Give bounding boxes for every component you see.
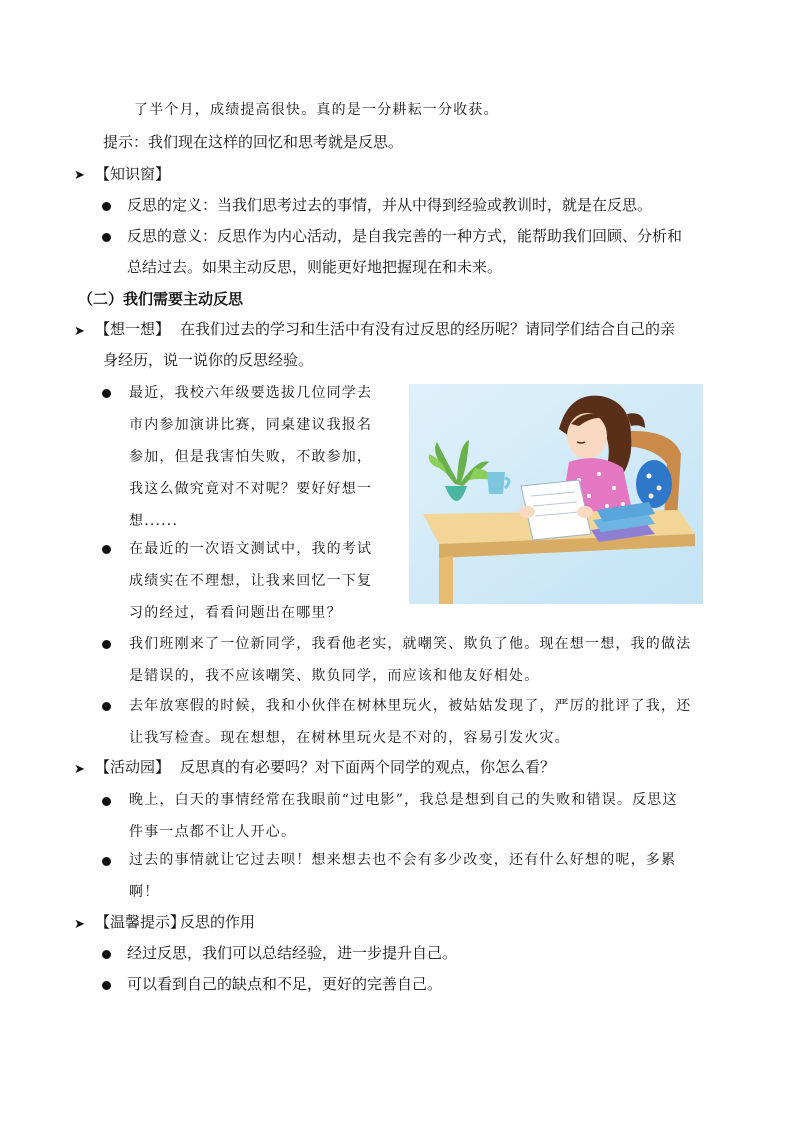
bullet-icon bbox=[102, 857, 111, 866]
activity-item1-line: 件事一点都不让人开心。 bbox=[129, 824, 297, 840]
arrow-bullet-icon: ➤ bbox=[74, 762, 85, 777]
think-item1-line: 市内参加演讲比赛，同桌建议我报名 bbox=[129, 417, 373, 433]
bullet-icon bbox=[102, 702, 111, 711]
bullet-icon bbox=[102, 233, 111, 242]
activity-item1-line: 晚上，白天的事情经常在我眼前“过电影”，我总是想到自己的失败和错误。反思这 bbox=[129, 792, 678, 808]
bullet-icon bbox=[102, 981, 111, 990]
arrow-bullet-icon: ➤ bbox=[74, 917, 85, 932]
think-item2-line: 成绩实在不理想，让我来回忆一下复 bbox=[129, 573, 373, 589]
warm-tip-title: 反思的作用 bbox=[180, 913, 256, 931]
think-item4-line: 让我写检查。现在想想，在树林里玩火是不对的，容易引发火灾。 bbox=[129, 730, 570, 746]
think-prompt-2: 身经历，说一说你的反思经验。 bbox=[103, 351, 314, 369]
think-item1-line: 参加，但是我害怕失败，不敢参加， bbox=[129, 449, 373, 465]
activity-heading: 【活动园】 bbox=[95, 758, 171, 776]
arrow-bullet-icon: ➤ bbox=[74, 324, 85, 339]
think-item3-line: 我们班刚来了一位新同学，我看他老实，就嘲笑、欺负了他。现在想一想，我的做法 bbox=[129, 636, 692, 652]
think-prompt-1: 在我们过去的学习和生活中有没有过反思的经历呢？请同学们结合自己的亲 bbox=[180, 320, 676, 338]
bullet-icon bbox=[102, 640, 111, 649]
bullet-icon bbox=[102, 950, 111, 959]
bullet-icon bbox=[102, 202, 111, 211]
activity-prompt: 反思真的有必要吗？对下面两个同学的观点，你怎么看？ bbox=[180, 758, 556, 776]
activity-item2-line: 过去的事情就让它过去呗！想来想去也不会有多少改变，还有什么好想的呢，多累 bbox=[129, 852, 677, 868]
think-item4-line: 去年放寒假的时候，我和小伙伴在树林里玩火，被姑姑发现了，严厉的批评了我，还 bbox=[129, 698, 692, 714]
activity-item2-line: 啊！ bbox=[129, 884, 160, 900]
story-end-line: 了半个月，成绩提高很快。真的是一分耕耘一分收获。 bbox=[134, 102, 499, 118]
think-item3-line: 是错误的，我不应该嘲笑、欺负同学，而应该和他友好相处。 bbox=[129, 668, 540, 684]
meaning-text-2: 总结过去。如果主动反思，则能更好地把握现在和未来。 bbox=[127, 258, 503, 276]
warm-tip-item: 经过反思，我们可以总结经验，进一步提升自己。 bbox=[127, 944, 458, 962]
tip-text: 提示：我们现在这样的回忆和思考就是反思。 bbox=[103, 133, 404, 151]
girl-reading-illustration bbox=[409, 384, 703, 604]
think-item1-line: 最近，我校六年级要选拔几位同学去 bbox=[129, 385, 373, 401]
definition-text: 反思的定义：当我们思考过去的事情，并从中得到经验或教训时，就是在反思。 bbox=[127, 196, 653, 214]
bullet-icon bbox=[102, 797, 111, 806]
knowledge-heading: 【知识窗】 bbox=[95, 165, 171, 183]
think-item2-line: 在最近的一次语文测试中，我的考试 bbox=[129, 541, 373, 557]
warm-tip-item: 可以看到自己的缺点和不足，更好的完善自己。 bbox=[127, 975, 443, 993]
think-heading: 【想一想】 bbox=[95, 320, 171, 338]
think-item2-line: 习的经过，看看问题出在哪里？ bbox=[129, 605, 342, 621]
meaning-text-1: 反思的意义：反思作为内心活动，是自我完善的一种方式，能帮助我们回顾、分析和 bbox=[127, 227, 683, 245]
think-item1-line: 想...... bbox=[129, 513, 179, 529]
bullet-icon bbox=[102, 545, 111, 554]
bullet-icon bbox=[102, 389, 111, 398]
think-item1-line: 我这么做究竟对不对呢？要好好想一 bbox=[129, 481, 373, 497]
arrow-bullet-icon: ➤ bbox=[74, 168, 85, 183]
section-title: （二）我们需要主动反思 bbox=[78, 290, 244, 308]
warm-tip-heading: 【温馨提示】 bbox=[95, 913, 186, 931]
